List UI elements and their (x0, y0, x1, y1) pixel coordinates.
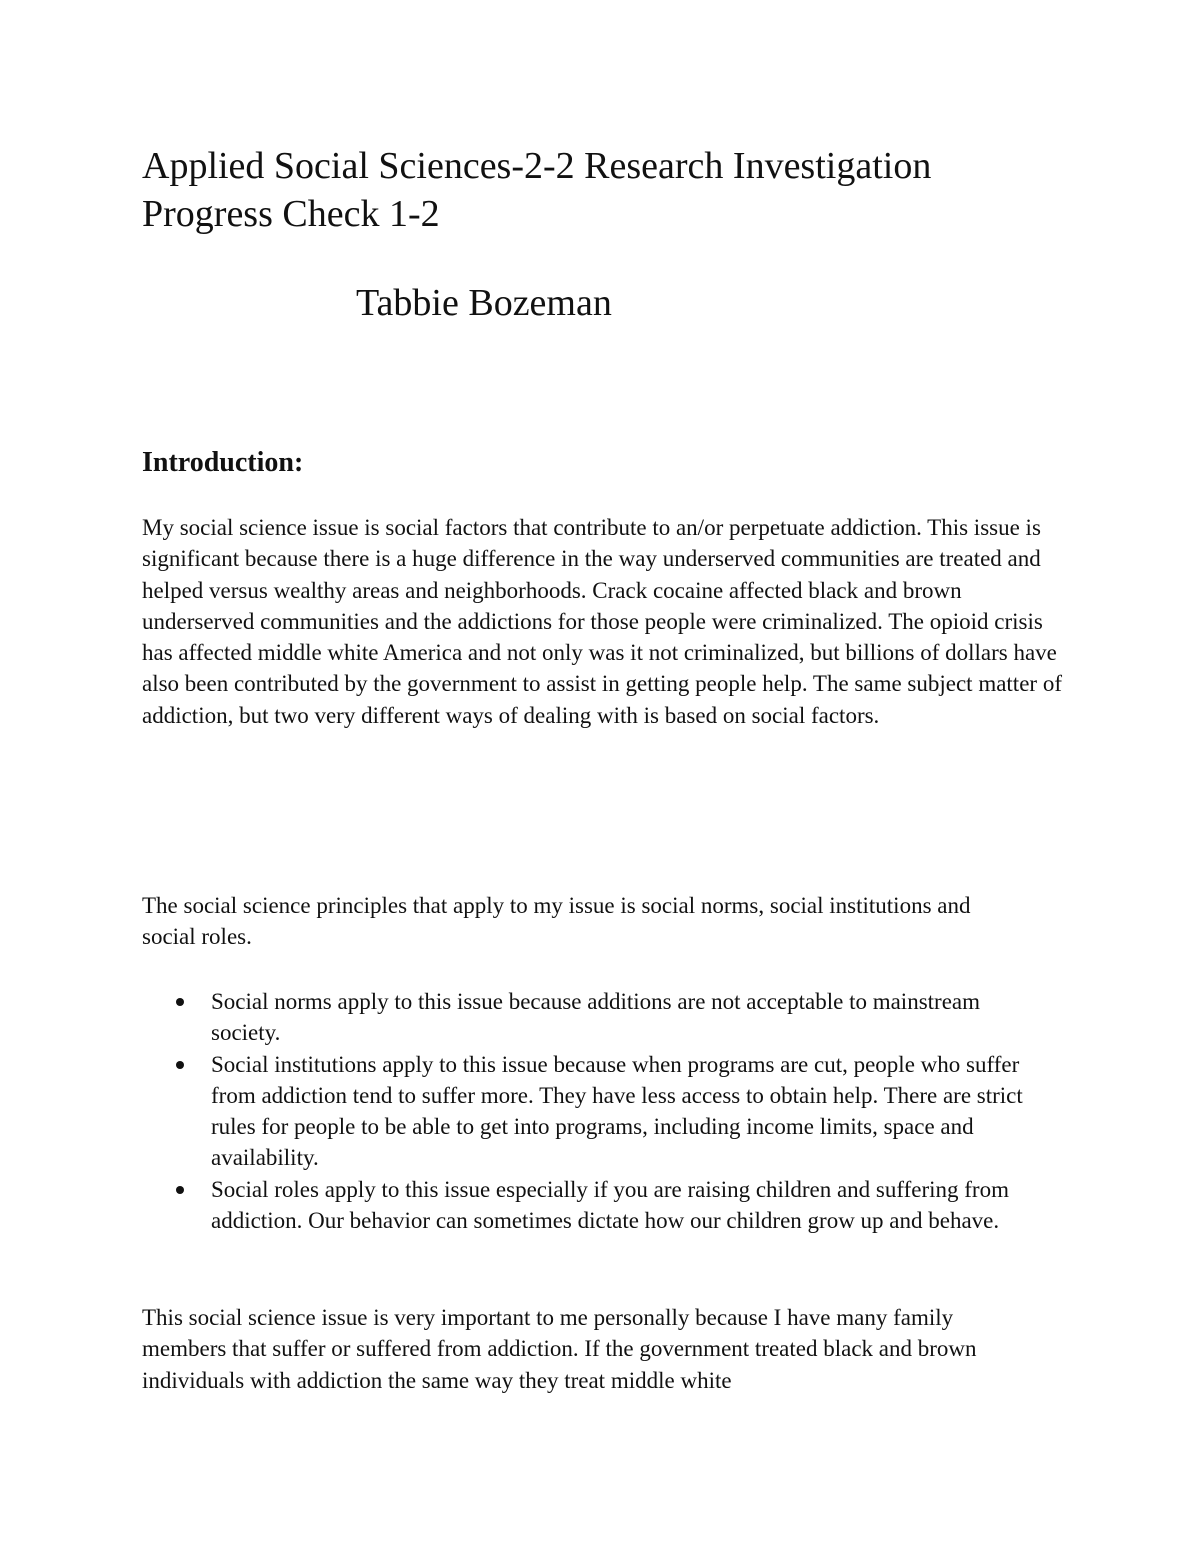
principles-bullet-list (142, 986, 1062, 1236)
personal-importance-paragraph: This social science issue is very important to me personally because I have many family members that suffer or suffered from addiction. If the government treated black and brown individuals with addiction the same way they treat middle white (142, 1305, 977, 1393)
bullet-icon (176, 1061, 184, 1069)
bullet-item-social-roles (142, 1174, 1062, 1237)
bullet-icon (176, 998, 184, 1006)
bullet-text: Social institutions apply to this issue because when programs are cut, people who suffer from addiction tend to suffer more. They have less access to obtain help. There are strict rules for people to be able to get into programs, including income limits, space and availability. (211, 1051, 1023, 1171)
principles-paragraph: The social science principles that apply to my issue is social norms, social institutions and social roles. (142, 893, 971, 950)
document-title: Applied Social Sciences-2-2 Research Investigation Progress Check 1-2 (142, 145, 932, 235)
section-heading-introduction: Introduction: (142, 447, 304, 478)
bullet-item-social-institutions (142, 1049, 1062, 1174)
bullet-text: Social norms apply to this issue because additions are not acceptable to mainstream society. (211, 989, 981, 1046)
intro-paragraph: My social science issue is social factors that contribute to an/or perpetuate addiction. This issue is significant because there is a huge difference in the way underserved communities are treated and helped versus wealthy areas and neighborhoods. Crack cocaine affected black and brown underserved communities and the addictions for those people were criminalized. The opioid crisis has affected middle white America and not only was it not criminalized, but billions of dollars have also been contributed by the government to assist in getting people help. The same subject matter of addiction, but two very different ways of dealing with is based on social factors. (142, 515, 1062, 728)
author-name: Tabbie Bozeman (356, 282, 612, 324)
bullet-item-social-norms (142, 986, 1062, 1049)
bullet-icon (176, 1186, 184, 1194)
bullet-text: Social roles apply to this issue especially if you are raising children and suffering from addiction. Our behavior can sometimes dictate how our children grow up and behave. (211, 1176, 1009, 1234)
